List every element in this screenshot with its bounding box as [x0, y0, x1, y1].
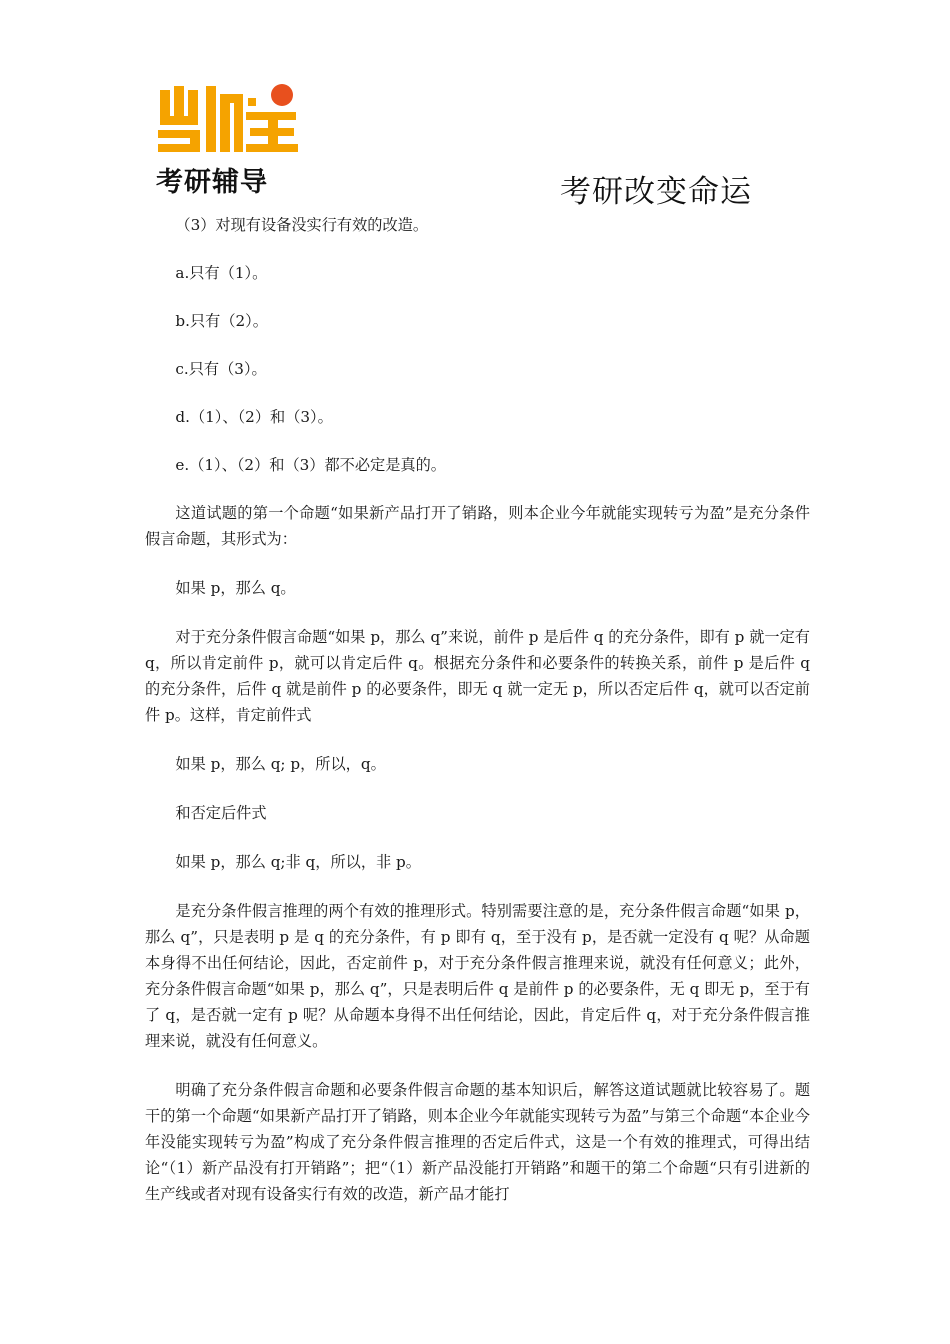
kaicheng-brand-mark: [154, 80, 300, 156]
paragraph-condition-3: （3）对现有设备没实行有效的改造。: [175, 216, 429, 234]
paragraph-formula-1: 如果 p，那么 q。: [175, 579, 296, 597]
option-e: e.（1）、（2）和（3）都不必定是真的。: [175, 456, 446, 474]
paragraph-analysis-3: 是充分条件假言推理的两个有效的推理形式。特别需要注意的是，充分条件假言命题“如果 p，那么 q”，只是表明 p 是 q 的充分条件，有 p 即有 q，至于没有 p，是否就一定没有 q 呢？从命题本身得不出任何结论，因此，否定前件 p，对于充分条件假言推理来说，就没有任何意义；此外，充分条件假言命题“如果 p，那么 q”，只是表明后件 q 是前件 p 的必要条件，无 q 即无 p，至于有了 q，是否就一定有 p 呢？从命题本身得不出任何结论，因此，肯定后件 q，对于充分条件假言推理来说，就没有任何意义。: [145, 902, 810, 1050]
kaicheng-logo: [150, 76, 302, 198]
header-slogan: 考研改变命运: [560, 174, 752, 210]
paragraph-analysis-4: 明确了充分条件假言命题和必要条件假言命题的基本知识后，解答这道试题就比较容易了。题干的第一个命题“如果新产品打开了销路，则本企业今年就能实现转亏为盈”与第三个命题“本企业今年没能实现转亏为盈”构成了充分条件假言推理的否定后件式，这是一个有效的推理式，可得出结论“（1）新产品没有打开销路”；把“（1）新产品没能打开销路”和题干的第二个命题“只有引进新的生产线或者对现有设备实行有效的改造，新产品才能打: [145, 1081, 810, 1203]
option-c: c.只有（3）。: [175, 360, 267, 378]
option-a: a.只有（1）。: [175, 264, 268, 282]
paragraph-analysis-2: 对于充分条件假言命题“如果 p，那么 q”来说，前件 p 是后件 q 的充分条件，即有 p 就一定有 q，所以肯定前件 p，就可以肯定后件 q。根据充分条件和必要条件的转换关系，前件 p 是后件 q 的充分条件，后件 q 就是前件 p 的必要条件，即无 q 就一定无 p，所以否定后件 q，就可以否定前件 p。这样，肯定前件式: [145, 628, 810, 724]
paragraph-formula-3: 如果 p，那么 q;非 q，所以，非 p。: [175, 853, 421, 871]
document-body: [145, 212, 810, 1230]
paragraph-analysis-1: 这道试题的第一个命题“如果新产品打开了销路，则本企业今年就能实现转亏为盈”是充分条件假言命题，其形式为：: [145, 504, 810, 548]
paragraph-formula-2: 如果 p，那么 q; p，所以，q。: [175, 755, 386, 773]
option-b: b.只有（2）。: [175, 312, 268, 330]
logo-subtitle: 考研辅导: [156, 167, 268, 198]
paragraph-connector: 和否定后件式: [175, 804, 267, 822]
option-d: d.（1）、（2）和（3）。: [175, 408, 333, 426]
